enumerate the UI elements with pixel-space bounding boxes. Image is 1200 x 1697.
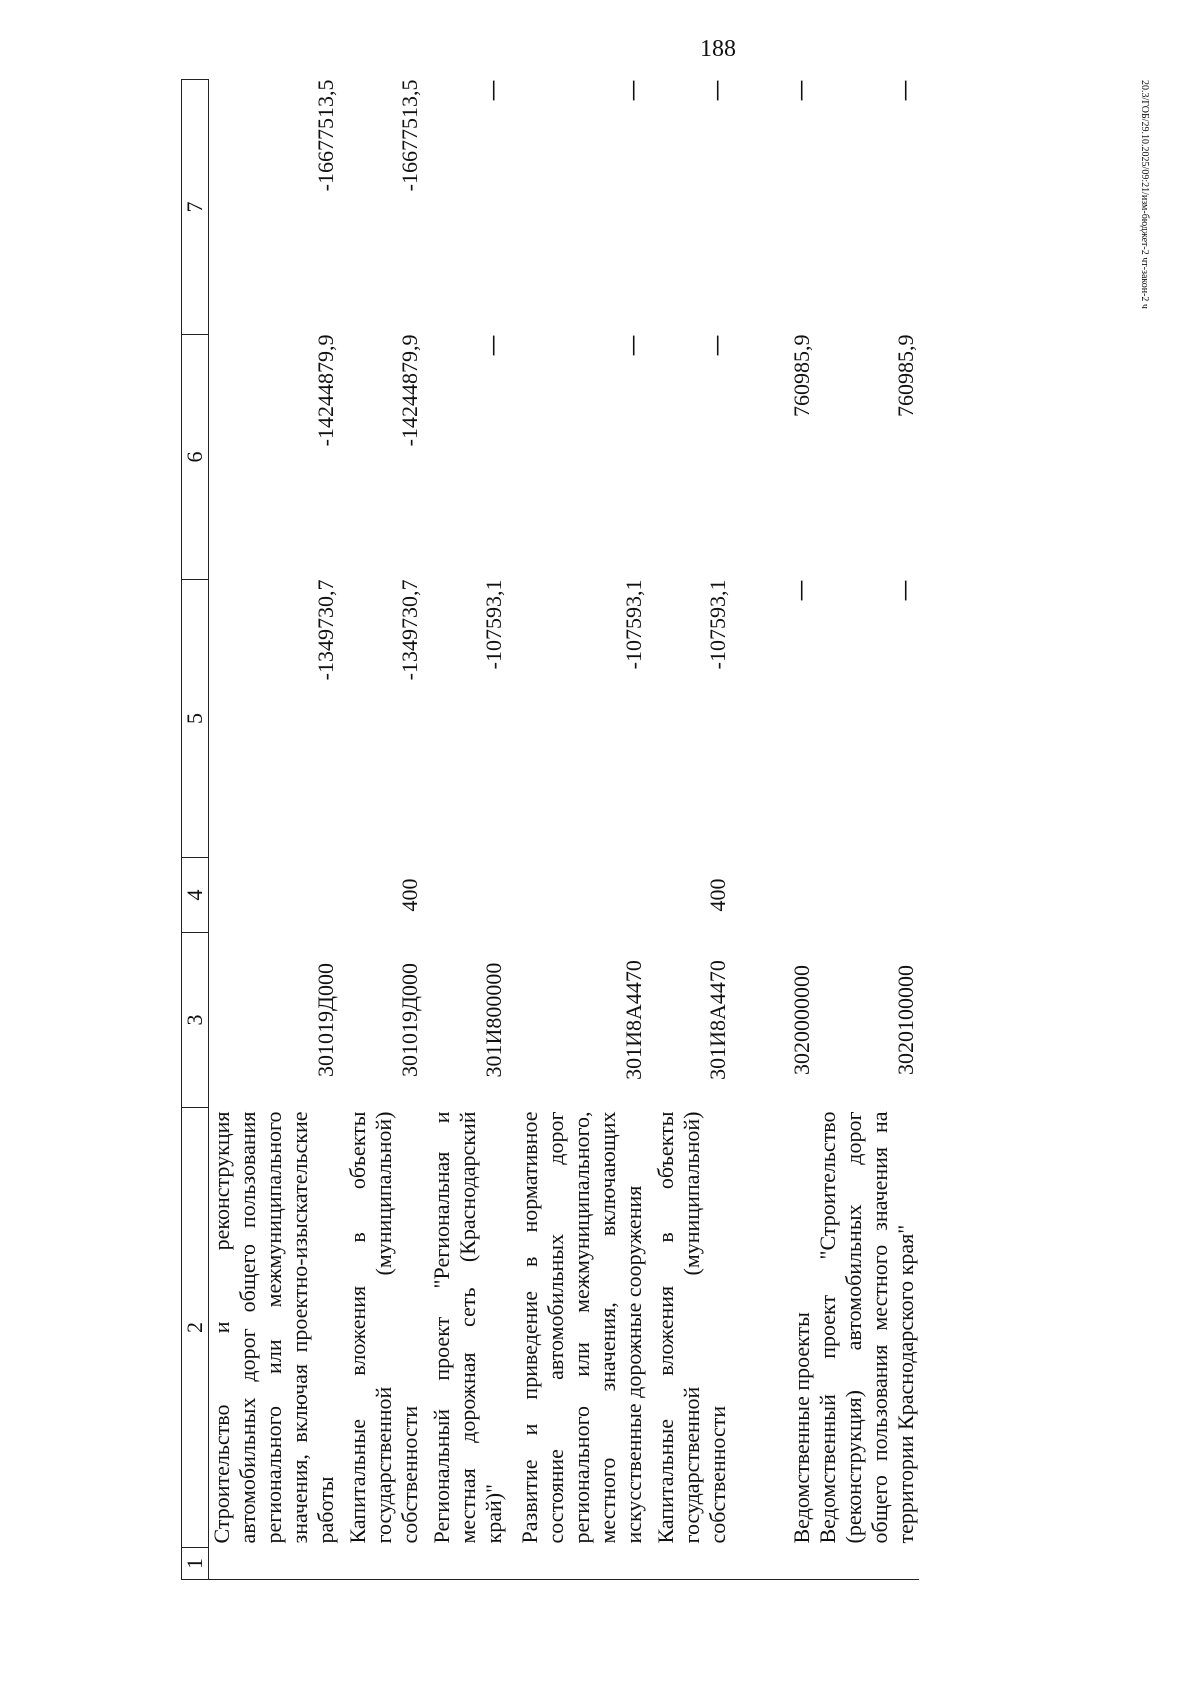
- cell-code: 3020100000: [892, 965, 918, 1075]
- cell-col7: —: [620, 79, 646, 102]
- cell-code: 3020000000: [788, 965, 814, 1075]
- cell-col5: -107593,1: [480, 579, 506, 670]
- cell-index: [209, 1548, 339, 1580]
- cell-description: Капитальные вложения в объекты государственной (муниципальной) собственности: [652, 1111, 730, 1544]
- header-col-1: 1: [182, 1548, 209, 1580]
- cell-code: 301И800000: [480, 962, 506, 1078]
- cell-code: 301019Д000: [312, 963, 338, 1078]
- cell-col7: —: [480, 79, 506, 102]
- cell-type: [423, 858, 507, 933]
- cell-col6: 760985,9: [788, 334, 814, 417]
- cell-col5: -1349730,7: [396, 579, 422, 681]
- cell-col6: —: [704, 334, 730, 357]
- cell-index: [507, 1548, 647, 1580]
- header-col-6: 6: [182, 335, 209, 580]
- table-row: [507, 80, 647, 1580]
- header-col-4: 4: [182, 858, 209, 933]
- table-row: [815, 80, 919, 1580]
- cell-col5: —: [892, 579, 918, 602]
- cell-col6: —: [480, 334, 506, 357]
- cell-index: [731, 1548, 815, 1580]
- cell-col6: -14244879,9: [312, 334, 338, 447]
- header-col-2: 2: [182, 1108, 209, 1548]
- cell-col7: —: [892, 79, 918, 102]
- budget-table: [181, 79, 919, 1580]
- table-row: [423, 80, 507, 1580]
- cell-description: Региональный проект "Региональная и местная дорожная сеть (Краснодарский край)": [428, 1111, 506, 1544]
- cell-index: [339, 1548, 423, 1580]
- cell-col5: -107593,1: [620, 579, 646, 670]
- cell-col6: —: [620, 334, 646, 357]
- cell-col6: 760985,9: [892, 334, 918, 417]
- cell-type: [731, 858, 815, 933]
- cell-col6: -14244879,9: [396, 334, 422, 447]
- cell-col7: —: [704, 79, 730, 102]
- cell-type: 400: [396, 878, 422, 912]
- cell-col5: —: [788, 579, 814, 602]
- cell-type: [815, 858, 919, 933]
- cell-code: 301И8А4470: [620, 960, 646, 1080]
- document-stamp: 20.3/ГОБ/29.10.2025/09:21/изм-бюджет-2 чт-закон-2 ч: [1139, 80, 1150, 309]
- cell-code: 301И8А4470: [704, 960, 730, 1080]
- header-col-7: 7: [182, 80, 209, 335]
- cell-col5: -107593,1: [704, 579, 730, 670]
- cell-index: [423, 1548, 507, 1580]
- page-number: 188: [700, 36, 736, 62]
- cell-col7: —: [788, 79, 814, 102]
- header-col-5: 5: [182, 580, 209, 858]
- cell-index: [647, 1548, 731, 1580]
- cell-type: 400: [704, 878, 730, 912]
- table-row: [647, 80, 731, 1580]
- table-row: [731, 80, 815, 1580]
- rotated-table-wrapper: [181, 80, 1056, 1580]
- cell-description: Ведомственный проект "Строительство (реконструкция) автомобильных дорог общего пользования местного значения на территории Краснодарского края": [814, 1111, 918, 1544]
- cell-col7: -16677513,5: [312, 79, 338, 192]
- cell-col5: -1349730,7: [312, 579, 338, 681]
- cell-description: Капитальные вложения в объекты государственной (муниципальной) собственности: [344, 1111, 422, 1544]
- cell-type: [209, 858, 339, 933]
- cell-col7: -16677513,5: [396, 79, 422, 192]
- table-row: [209, 80, 339, 1580]
- cell-type: [507, 858, 647, 933]
- cell-description: Развитие и приведение в нормативное состояние автомобильных дорог регионального или межмуниципального, местного значения, включающих искусственные дорожные сооружения: [517, 1111, 646, 1544]
- header-row: [182, 80, 209, 1580]
- cell-code: 301019Д000: [396, 963, 422, 1078]
- table-row: [339, 80, 423, 1580]
- cell-description: Ведомственные проекты: [788, 1312, 814, 1544]
- cell-description: Строительство и реконструкция автомобильных дорог общего пользования регионального или межмуниципального значения, включая проектно-изыскательские работы: [209, 1111, 338, 1544]
- header-col-3: 3: [182, 933, 209, 1108]
- cell-index: [815, 1548, 919, 1580]
